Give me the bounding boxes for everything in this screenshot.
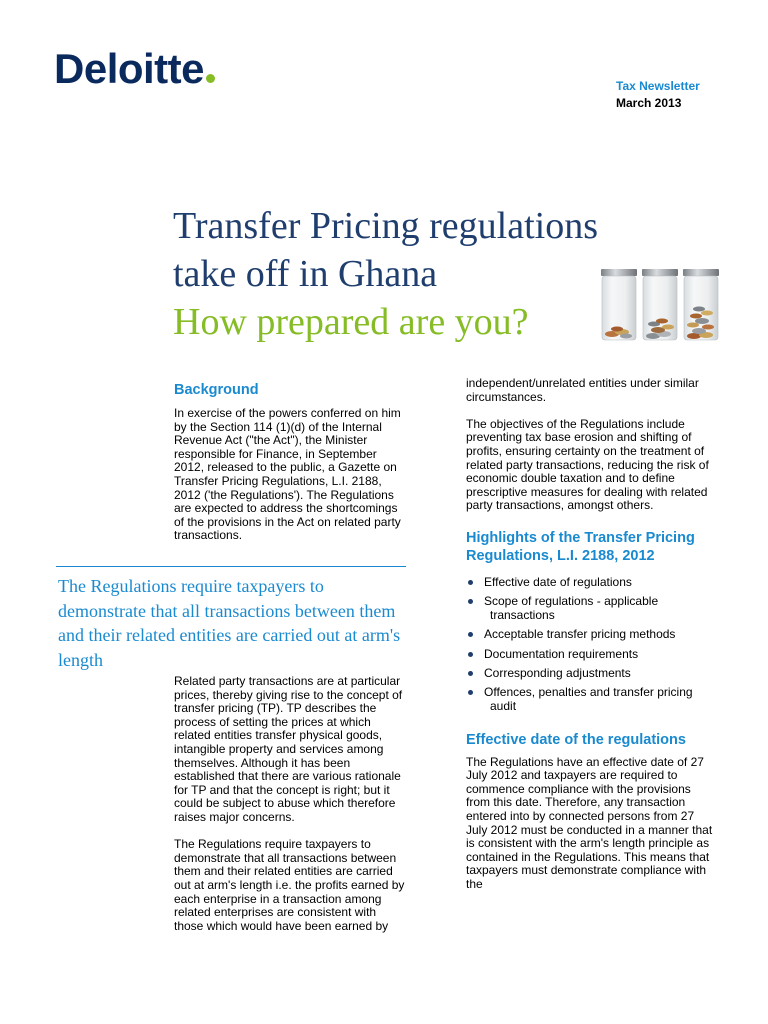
highlight-item: Acceptable transfer pricing methods (466, 628, 716, 642)
highlight-item: Offences, penalties and transfer pricing audit (466, 686, 716, 713)
bullet-icon (468, 690, 473, 695)
bullet-icon (468, 580, 473, 585)
highlights-heading: Highlights of the Transfer Pricing Regulations, L.I. 2188, 2012 (466, 529, 695, 564)
newsletter-date: March 2013 (616, 96, 682, 110)
highlight-item: Documentation requirements (466, 648, 716, 662)
left-body-paragraph-2: The Regulations require taxpayers to demonstrate that all transactions between them and their related entities are carried out at arm's length i.e. the profits earned by each enterprise in a transaction among related enterprises are consistent with those which would have been earned by (174, 837, 405, 933)
page-subtitle: How prepared are you? (173, 301, 529, 343)
coin-jars-image (598, 266, 722, 342)
logo-text: Deloitte (54, 45, 205, 92)
background-paragraph: In exercise of the powers conferred on him by the Section 114 (1)(d) of the Internal Revenue Act ("the Act"), the Minister responsible for Finance, in September 2012, released to the public, a Gazette on Transfer Pricing Regulations, L.I. 2188, 2012 ('the Regulations'). The Regulations are expected to address the shortcomings of the provisions in the Act on related party transactions. (174, 406, 401, 543)
pull-quote: The Regulations require taxpayers to demonstrate that all transactions between them and their related entities are carried out at arm's length (58, 576, 401, 670)
effective-date-paragraph: The Regulations have an effective date of 27 July 2012 and taxpayers are required to commence compliance with the provisions from this date. Therefore, any transaction entered into by connected persons from 27 July 2012 must be conducted in a manner that is consistent with the arm's length principle as contained in the Regulations. This means that taxpayers must demonstrate compliance with the (466, 754, 713, 892)
left-body-paragraph-1: Related party transactions are at particular prices, thereby giving rise to the concept of transfer pricing (TP). TP describes the process of setting the prices at which related entities transfer physical goods, intangible property and services among themselves. Although it has been established that there are various rationale for TP and that the concept is right; but it could be subject to abuse which therefore raises major concerns. (174, 674, 403, 824)
logo-green-dot-icon (206, 74, 215, 83)
bullet-icon (468, 652, 473, 657)
bullet-icon (468, 632, 473, 637)
title-line-1: Transfer Pricing regulations (173, 205, 598, 247)
bullet-icon (468, 671, 473, 676)
bullet-icon (468, 599, 473, 604)
background-section (174, 382, 406, 543)
left-body-section (174, 675, 406, 933)
newsletter-type: Tax Newsletter (616, 79, 700, 93)
right-body-paragraph-2: The objectives of the Regulations include preventing tax base erosion and shifting of profits, ensuring certainty on the treatment of related party transactions, reducing the risk of economic double taxation and to define prescriptive measures for dealing with related party transactions, amongst others. (466, 416, 709, 513)
effective-date-heading: Effective date of the regulations (466, 731, 686, 748)
right-body-paragraph-1: independent/unrelated entities under similar circumstances. (466, 376, 699, 404)
highlights-list (466, 576, 716, 714)
highlight-item: Effective date of regulations (466, 576, 716, 590)
right-column (466, 377, 716, 892)
page-title (173, 202, 598, 298)
title-line-2: take off in Ghana (173, 253, 438, 295)
highlight-item: Corresponding adjustments (466, 667, 716, 681)
pull-quote-divider (56, 566, 406, 567)
highlight-item: Scope of regulations - applicable transactions (466, 595, 716, 622)
background-heading: Background (174, 382, 259, 398)
deloitte-logo (54, 45, 215, 92)
